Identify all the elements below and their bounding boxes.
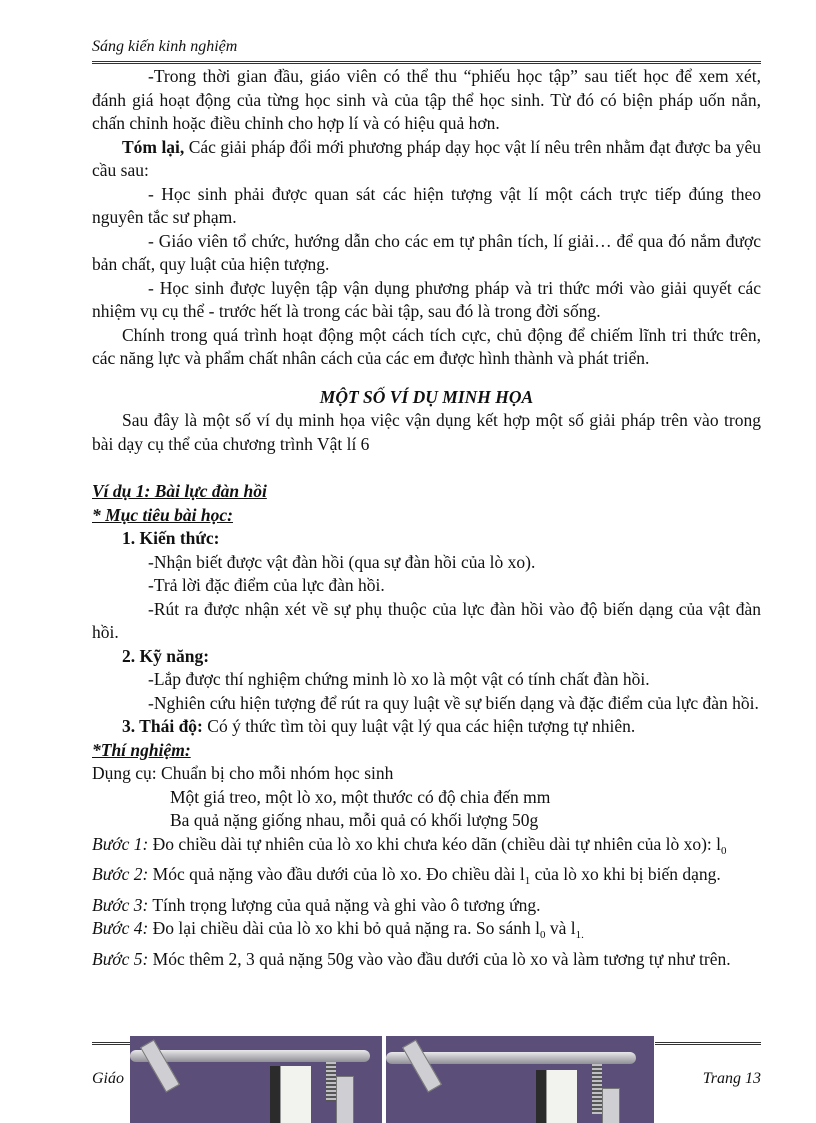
- stand-clamp: [402, 1039, 442, 1092]
- step-2-subscript: 1: [524, 875, 531, 887]
- attitude-paragraph: [92, 715, 761, 739]
- example-heading: [92, 480, 761, 504]
- step-3-text: Tính trọng lượng của quả nặng và ghi vào ô tương ứng.: [148, 894, 541, 915]
- spring: [326, 1062, 336, 1102]
- step-1-text: Đo chiều dài tự nhiên của lò xo khi chưa kéo dãn (chiều dài tự nhiên của lò xo): l: [148, 833, 722, 854]
- objectives-heading: * Mục tiêu bài học:: [92, 504, 233, 525]
- requirement-2: - Giáo viên tổ chức, hướng dẫn cho các em tự phân tích, lí giải… để qua đó nắm được bản chất, quy luật của hiện tượng.: [92, 230, 761, 274]
- skills-item-1: -Lắp được thí nghiệm chứng minh lò xo là một vật có tính chất đàn hồi.: [148, 669, 650, 689]
- step-1-subscript: 0: [721, 844, 727, 857]
- attitude-label: 3. Thái độ:: [122, 716, 203, 736]
- footer-left-text: Giáo: [92, 1070, 124, 1087]
- stand-clamp: [140, 1039, 180, 1092]
- footer-rule-left: [92, 1042, 130, 1047]
- paragraph-conclusion: Chính trong quá trình hoạt động một cách tích cực, chủ động để chiếm lĩnh tri thức trên, các năng lực và phẩm chất nhân cách của các em được hình thành và phát triển.: [92, 324, 761, 368]
- tools-line: Dụng cụ: Chuẩn bị cho mỗi nhóm học sinh: [92, 763, 394, 783]
- summary-lead: Tóm lại,: [122, 136, 185, 157]
- skills-item-2: -Nghiên cứu hiện tượng để rút ra quy luật về sự biến dạng và đặc điểm của lực đàn hồi.: [148, 692, 759, 713]
- step-1-label: Bước 1:: [92, 833, 149, 854]
- requirement-1: - Học sinh phải được quan sát các hiện tượng vật lí một cách trực tiếp đúng theo nguyên tắc sư phạm.: [92, 183, 761, 227]
- knowledge-item-1: -Nhận biết được vật đàn hồi (qua sự đàn hồi của lò xo).: [148, 551, 536, 572]
- step-2-text-a: Móc quả nặng vào đầu dưới của lò xo. Đo chiều dài l: [148, 864, 525, 884]
- weight: [602, 1088, 620, 1123]
- section-intro: Sau đây là một số ví dụ minh họa việc vận dụng kết hợp một số giải pháp trên vào trong bài dạy cụ thể của chương trình Vật lí 6: [92, 410, 761, 454]
- step-4-text-a: Đo lại chiều dài của lò xo khi bỏ quả nặng ra. So sánh l: [148, 918, 541, 938]
- step-5-label: Bước 5:: [92, 948, 149, 969]
- summary-text: Các giải pháp đổi mới phương pháp dạy học vật lí nêu trên nhằm đạt được ba yêu cầu sau:: [92, 136, 761, 180]
- knowledge-item-3: -Rút ra được nhận xét về sự phụ thuộc của lực đàn hồi vào độ biến dạng của vật đàn hồi.: [92, 598, 761, 642]
- ruler: [546, 1070, 577, 1123]
- experiment-photo-1: [130, 1036, 382, 1123]
- step-2-text-b: của lò xo khi bị biến dạng.: [530, 864, 721, 884]
- spring: [592, 1064, 602, 1114]
- step-4-subscript-1: 1.: [575, 929, 584, 941]
- step-4-text-b: và l: [545, 918, 576, 938]
- experiment-photo-2: [386, 1036, 654, 1123]
- footer-rule-right: [655, 1042, 761, 1047]
- tools-item-1: Một giá treo, một lò xo, một thước có độ chia đến mm: [170, 786, 551, 807]
- step-4-label: Bước 4:: [92, 918, 149, 938]
- step-2-label: Bước 2:: [92, 864, 149, 884]
- step-5: [92, 948, 761, 972]
- example-title: : Bài lực đàn hồi: [144, 481, 267, 501]
- section-title: MỘT SỐ VÍ DỤ MINH HỌA: [319, 386, 534, 407]
- tools-item-2: Ba quả nặng giống nhau, mỗi quả có khối lượng 50g: [170, 810, 539, 830]
- example-label: Ví dụ 1: [92, 481, 145, 501]
- step-4: [92, 917, 761, 948]
- paragraph-summary: [92, 136, 761, 183]
- step-2: [92, 863, 761, 894]
- knowledge-heading: 1. Kiến thức:: [122, 528, 220, 548]
- weight: [336, 1076, 354, 1123]
- page-header-title: Sáng kiến kinh nghiệm: [92, 38, 238, 55]
- ruler: [280, 1066, 311, 1123]
- attitude-text: Có ý thức tìm tòi quy luật vật lý qua các hiện tượng tự nhiên.: [202, 716, 636, 736]
- knowledge-item-2: -Trả lời đặc điểm của lực đàn hồi.: [148, 575, 385, 595]
- experiment-heading: *Thí nghiệm:: [92, 739, 191, 760]
- footer-page-number: Trang 13: [702, 1070, 761, 1087]
- paragraph-worksheet: -Trong thời gian đầu, giáo viên có thể thu “phiếu học tập” sau tiết học để xem xét, đánh giá hoạt động của từng học sinh và của tập thể học sinh. Từ đó có biện pháp uốn nắn, chấn chỉnh hoặc điều chỉnh cho hợp lí và có hiệu quả hơn.: [92, 66, 761, 133]
- requirement-3: - Học sinh được luyện tập vận dụng phương pháp và tri thức mới vào giải quyết các nhiệm vụ cụ thể - trước hết là trong các bài tập, sau đó là trong đời sống.: [92, 277, 761, 321]
- skills-heading: 2. Kỹ năng:: [122, 645, 210, 666]
- step-3: [92, 894, 761, 918]
- page-body: [92, 65, 761, 971]
- step-5-text: Móc thêm 2, 3 quả nặng 50g vào vào đầu dưới của lò xo và làm tương tự như trên.: [148, 948, 731, 969]
- step-4-subscript-0: 0: [540, 929, 546, 941]
- step-1: [92, 833, 761, 864]
- step-3-label: Bước 3:: [92, 894, 149, 915]
